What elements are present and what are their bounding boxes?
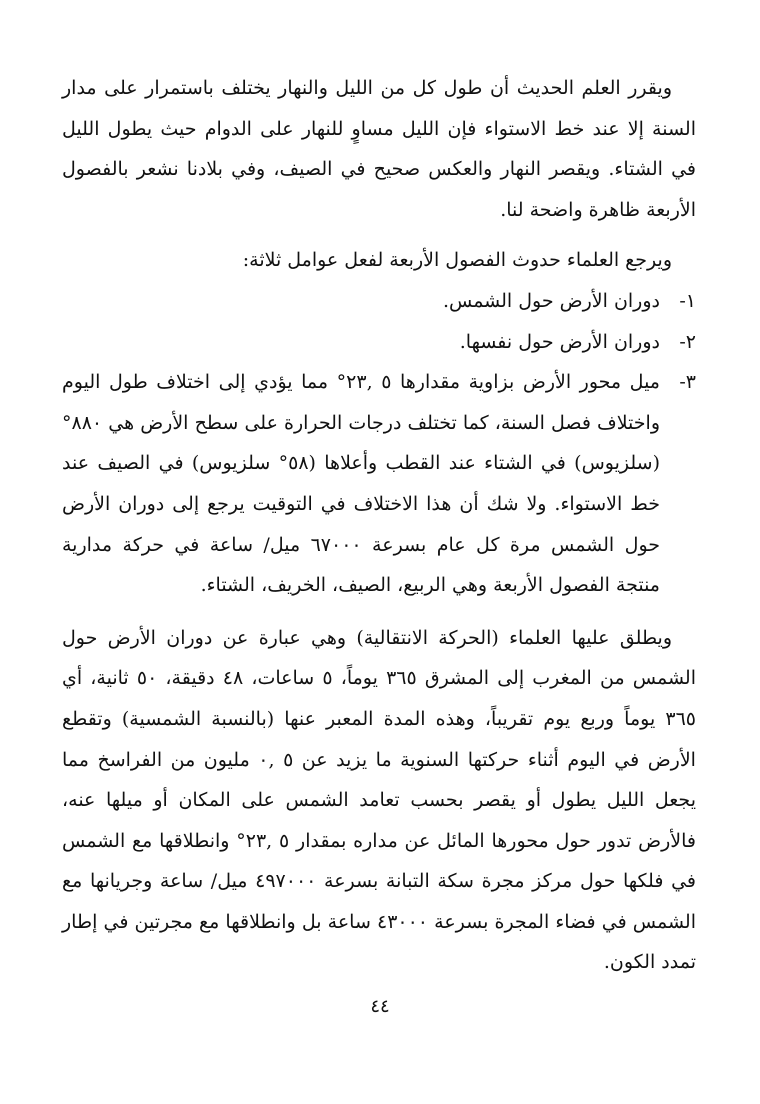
list-item-factor-3 (62, 362, 696, 606)
page-number: ٤٤ (370, 996, 390, 1017)
page-body (62, 68, 696, 983)
list-item-text: دوران الأرض حول نفسها. (459, 330, 660, 353)
list-item-number: ١- (679, 289, 696, 312)
list-item-text: دوران الأرض حول الشمس. (442, 289, 660, 312)
list-item-number: ٢- (679, 330, 696, 353)
list-item-number: ٣- (679, 371, 696, 394)
list-item-factor-2 (62, 322, 696, 363)
intro-paragraph: ويقرر العلم الحديث أن طول كل من الليل والنهار يختلف باستمرار على مدار السنة إلا عند خط الاستواء فإن الليل مساوٍ للنهار على الدوام حيث يطول الليل في الشتاء. ويقصر النهار والعكس صحيح في الصيف، وفي بلادنا نشعر بالفصول الأربعة ظاهرة واضحة لنا. (62, 77, 696, 221)
list-item-text: ميل محور الأرض بزاوية مقدارها ٥ ,٢٣° مما يؤدي إلى اختلاف طول اليوم واختلاف فصل السنة، كما تختلف درجات الحرارة على سطح الأرض هي ٨٨٠° (سلزيوس) في الشتاء عند القطب وأعلاها (٥٨° سلزيوس) في الصيف عند خط الاستواء. ولا شك أن هذا الاختلاف في التوقيت يرجع إلى دوران الأرض حول الشمس مرة كل عام بسرعة ٦٧٠٠٠ ميل/ ساعة في حركة مدارية منتجة الفصول الأربعة وهي الربيع، الصيف، الخريف، الشتاء. (62, 371, 660, 597)
orbital-motion-paragraph: ويطلق عليها العلماء (الحركة الانتقالية) وهي عبارة عن دوران الأرض حول الشمس من المغرب إلى المشرق ٣٦٥ يوماً، ٥ ساعات، ٤٨ دقيقة، ٥٠ ثانية، أي ٣٦٥ يوماً وربع يوم تقريباً، وهذه المدة المعبر عنها (بالنسبة الشمسية) وتقطع الأرض في اليوم أثناء حركتها السنوية ما يزيد عن ٥ ,٠ مليون من الفراسخ مما يجعل الليل يطول أو يقصر بحسب تعامد الشمس على المكان أو ميلها عنه، فالأرض تدور حول محورها المائل عن مداره بمقدار ٥ ,٢٣° وانطلاقها مع الشمس في فلكها حول مركز مجرة سكة التبانة بسرعة ٤٩٧٠٠٠ ميل/ ساعة وجريانها مع الشمس في فضاء المجرة بسرعة ٤٣٠٠٠ ساعة بل وانطلاقها مع مجرتين في إطار تمدد الكون. (62, 626, 697, 974)
list-item-factor-1 (62, 281, 696, 322)
factors-intro-paragraph: ويرجع العلماء حدوث الفصول الأربعة لفعل عوامل ثلاثة: (242, 249, 672, 272)
